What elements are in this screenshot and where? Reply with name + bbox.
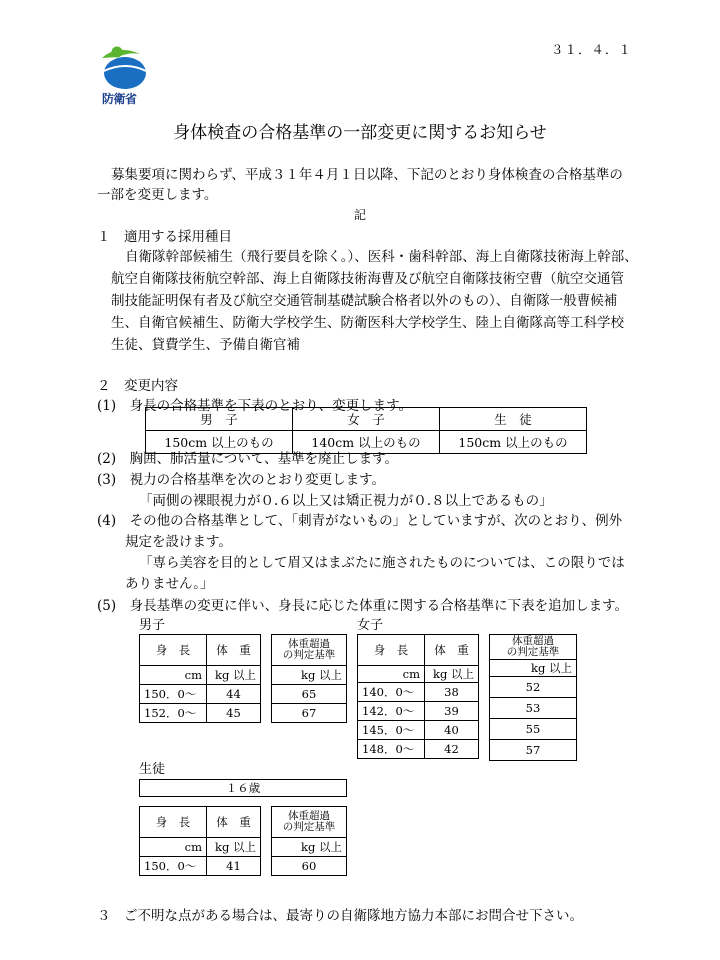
unit-cm: cm bbox=[140, 838, 207, 857]
student-weight-table bbox=[139, 806, 261, 876]
section2-heading: ２ 変更内容 bbox=[97, 378, 178, 394]
intro-line-1: 募集要項に関わらず、平成３１年４月１日以降、下記のとおり身体検査の合格基準の bbox=[111, 167, 623, 183]
table-row-excess: 53 bbox=[490, 698, 577, 719]
ministry-logo bbox=[98, 44, 156, 110]
student-label: 生徒 bbox=[139, 762, 166, 777]
section3-text: ３ ご不明な点がある場合は、最寄りの自衛隊地方協力本部にお問合せ下さい。 bbox=[97, 908, 583, 924]
ministry-emblem-icon bbox=[98, 44, 156, 90]
table-row-excess: 52 bbox=[490, 677, 577, 698]
col-height: 身 長 bbox=[140, 635, 207, 666]
unit-cm: cm bbox=[140, 666, 207, 685]
ki-marker: 記 bbox=[353, 208, 366, 222]
unit-kg: kg 以上 bbox=[272, 666, 347, 685]
col-height: 身 長 bbox=[140, 807, 207, 838]
table-row-height: 145．0～ bbox=[358, 721, 425, 740]
item-5: (5) 身長基準の変更に伴い、身長に応じた体重に関する合格基準に下表を追加します。 bbox=[97, 598, 629, 614]
unit-kg: kg 以上 bbox=[272, 838, 347, 857]
table-row-weight: 39 bbox=[425, 702, 479, 721]
header-male: 男 子 bbox=[146, 408, 293, 431]
table-row-weight: 44 bbox=[207, 685, 261, 704]
item-2: (2) 胸囲、肺活量について、基準を廃止します。 bbox=[97, 451, 399, 467]
table-row-height: 142．0～ bbox=[358, 702, 425, 721]
header-female: 女 子 bbox=[293, 408, 440, 431]
table-row-height: 150．0～ bbox=[140, 685, 207, 704]
item-4-line-1: (4) その他の合格基準として、「刺青がないもの」としていますが、次のとおり、例外 bbox=[97, 513, 623, 529]
col-weight: 体 重 bbox=[207, 635, 261, 666]
unit-kg: kg 以上 bbox=[207, 838, 261, 857]
col-excess-line-1: 体重超過 bbox=[288, 638, 330, 650]
item-3-quote: 「両側の裸眼視力が０.６以上又は矯正視力が０.８以上であるもの」 bbox=[139, 493, 553, 509]
table-row-weight: 41 bbox=[207, 857, 261, 876]
col-excess bbox=[272, 807, 347, 838]
document-date: ３１．４．１ bbox=[550, 42, 632, 57]
section1-line-5: 生徒、貸費学生、予備自衛官補 bbox=[111, 337, 300, 353]
female-weight-table bbox=[357, 634, 479, 759]
value-male: 150cm 以上のもの bbox=[146, 431, 293, 454]
unit-cm: cm bbox=[358, 666, 425, 683]
value-female: 140cm 以上のもの bbox=[293, 431, 440, 454]
col-excess-line-1: 体重超過 bbox=[512, 635, 554, 647]
section1-line-4: 生、自衛官候補生、防衛大学校学生、防衛医科大学校学生、陸上自衛隊高等工科学校 bbox=[111, 315, 624, 331]
table-row-excess: 57 bbox=[490, 740, 577, 761]
col-excess-line-1: 体重超過 bbox=[288, 810, 330, 822]
section1-heading: １ 適用する採用種目 bbox=[97, 229, 232, 245]
table-row-excess: 65 bbox=[272, 685, 347, 704]
table-row-weight: 38 bbox=[425, 683, 479, 702]
table-row-weight: 45 bbox=[207, 704, 261, 723]
header-student: 生 徒 bbox=[440, 408, 587, 431]
col-excess bbox=[490, 635, 577, 660]
table-row-excess: 55 bbox=[490, 719, 577, 740]
table-row-height: 152．0～ bbox=[140, 704, 207, 723]
student-age-table bbox=[139, 779, 347, 797]
col-weight: 体 重 bbox=[425, 635, 479, 666]
col-excess-line-2: の判定基準 bbox=[282, 649, 336, 661]
unit-kg: kg 以上 bbox=[425, 666, 479, 683]
section1-line-3: 制技能証明保有者及び航空交通管制基礎試験合格者以外のもの）、自衛隊一般曹候補 bbox=[111, 293, 618, 309]
col-weight: 体 重 bbox=[207, 807, 261, 838]
col-excess bbox=[272, 635, 347, 666]
unit-kg: kg 以上 bbox=[207, 666, 261, 685]
intro-line-2: 一部を変更します。 bbox=[97, 187, 218, 203]
table-row-excess: 60 bbox=[272, 857, 347, 876]
org-name: 防衛省 bbox=[102, 92, 137, 106]
value-student: 150cm 以上のもの bbox=[440, 431, 587, 454]
male-label: 男子 bbox=[139, 618, 166, 633]
col-height: 身 長 bbox=[358, 635, 425, 666]
item-4-quote-2: ありません。」 bbox=[125, 576, 214, 592]
section1-line-2: 航空自衛隊技術航空幹部、海上自衛隊技術海曹及び航空自衛隊技術空曹（航空交通管 bbox=[111, 271, 624, 287]
student-age: １６歳 bbox=[140, 780, 347, 797]
table-row-height: 148．0～ bbox=[358, 740, 425, 759]
male-excess-table bbox=[271, 634, 347, 723]
section1-line-1: 自衛隊幹部候補生（飛行要員を除く。）、医科・歯科幹部、海上自衛隊技術海上幹部、 bbox=[125, 249, 638, 265]
table-row-excess: 67 bbox=[272, 704, 347, 723]
item-3: (3) 視力の合格基準を次のとおり変更します。 bbox=[97, 472, 386, 488]
female-excess-table bbox=[489, 634, 577, 761]
table-row-height: 140．0～ bbox=[358, 683, 425, 702]
col-excess-line-2: の判定基準 bbox=[282, 821, 336, 833]
col-excess-line-2: の判定基準 bbox=[506, 646, 560, 658]
female-label: 女子 bbox=[357, 618, 384, 633]
page-title: 身体検査の合格基準の一部変更に関するお知らせ bbox=[173, 123, 547, 143]
item-4-line-2: 規定を設けます。 bbox=[125, 534, 232, 550]
table-row-weight: 42 bbox=[425, 740, 479, 759]
table-row-height: 150．0～ bbox=[140, 857, 207, 876]
male-weight-table bbox=[139, 634, 261, 723]
item-4-quote-1: 「専ら美容を目的として眉又はまぶたに施されたものについては、この限りでは bbox=[139, 555, 625, 571]
student-excess-table bbox=[271, 806, 347, 876]
unit-kg: kg 以上 bbox=[490, 660, 577, 677]
item-1: (1) 身長の合格基準を下表のとおり、変更します。 bbox=[97, 398, 413, 414]
table-row-weight: 40 bbox=[425, 721, 479, 740]
